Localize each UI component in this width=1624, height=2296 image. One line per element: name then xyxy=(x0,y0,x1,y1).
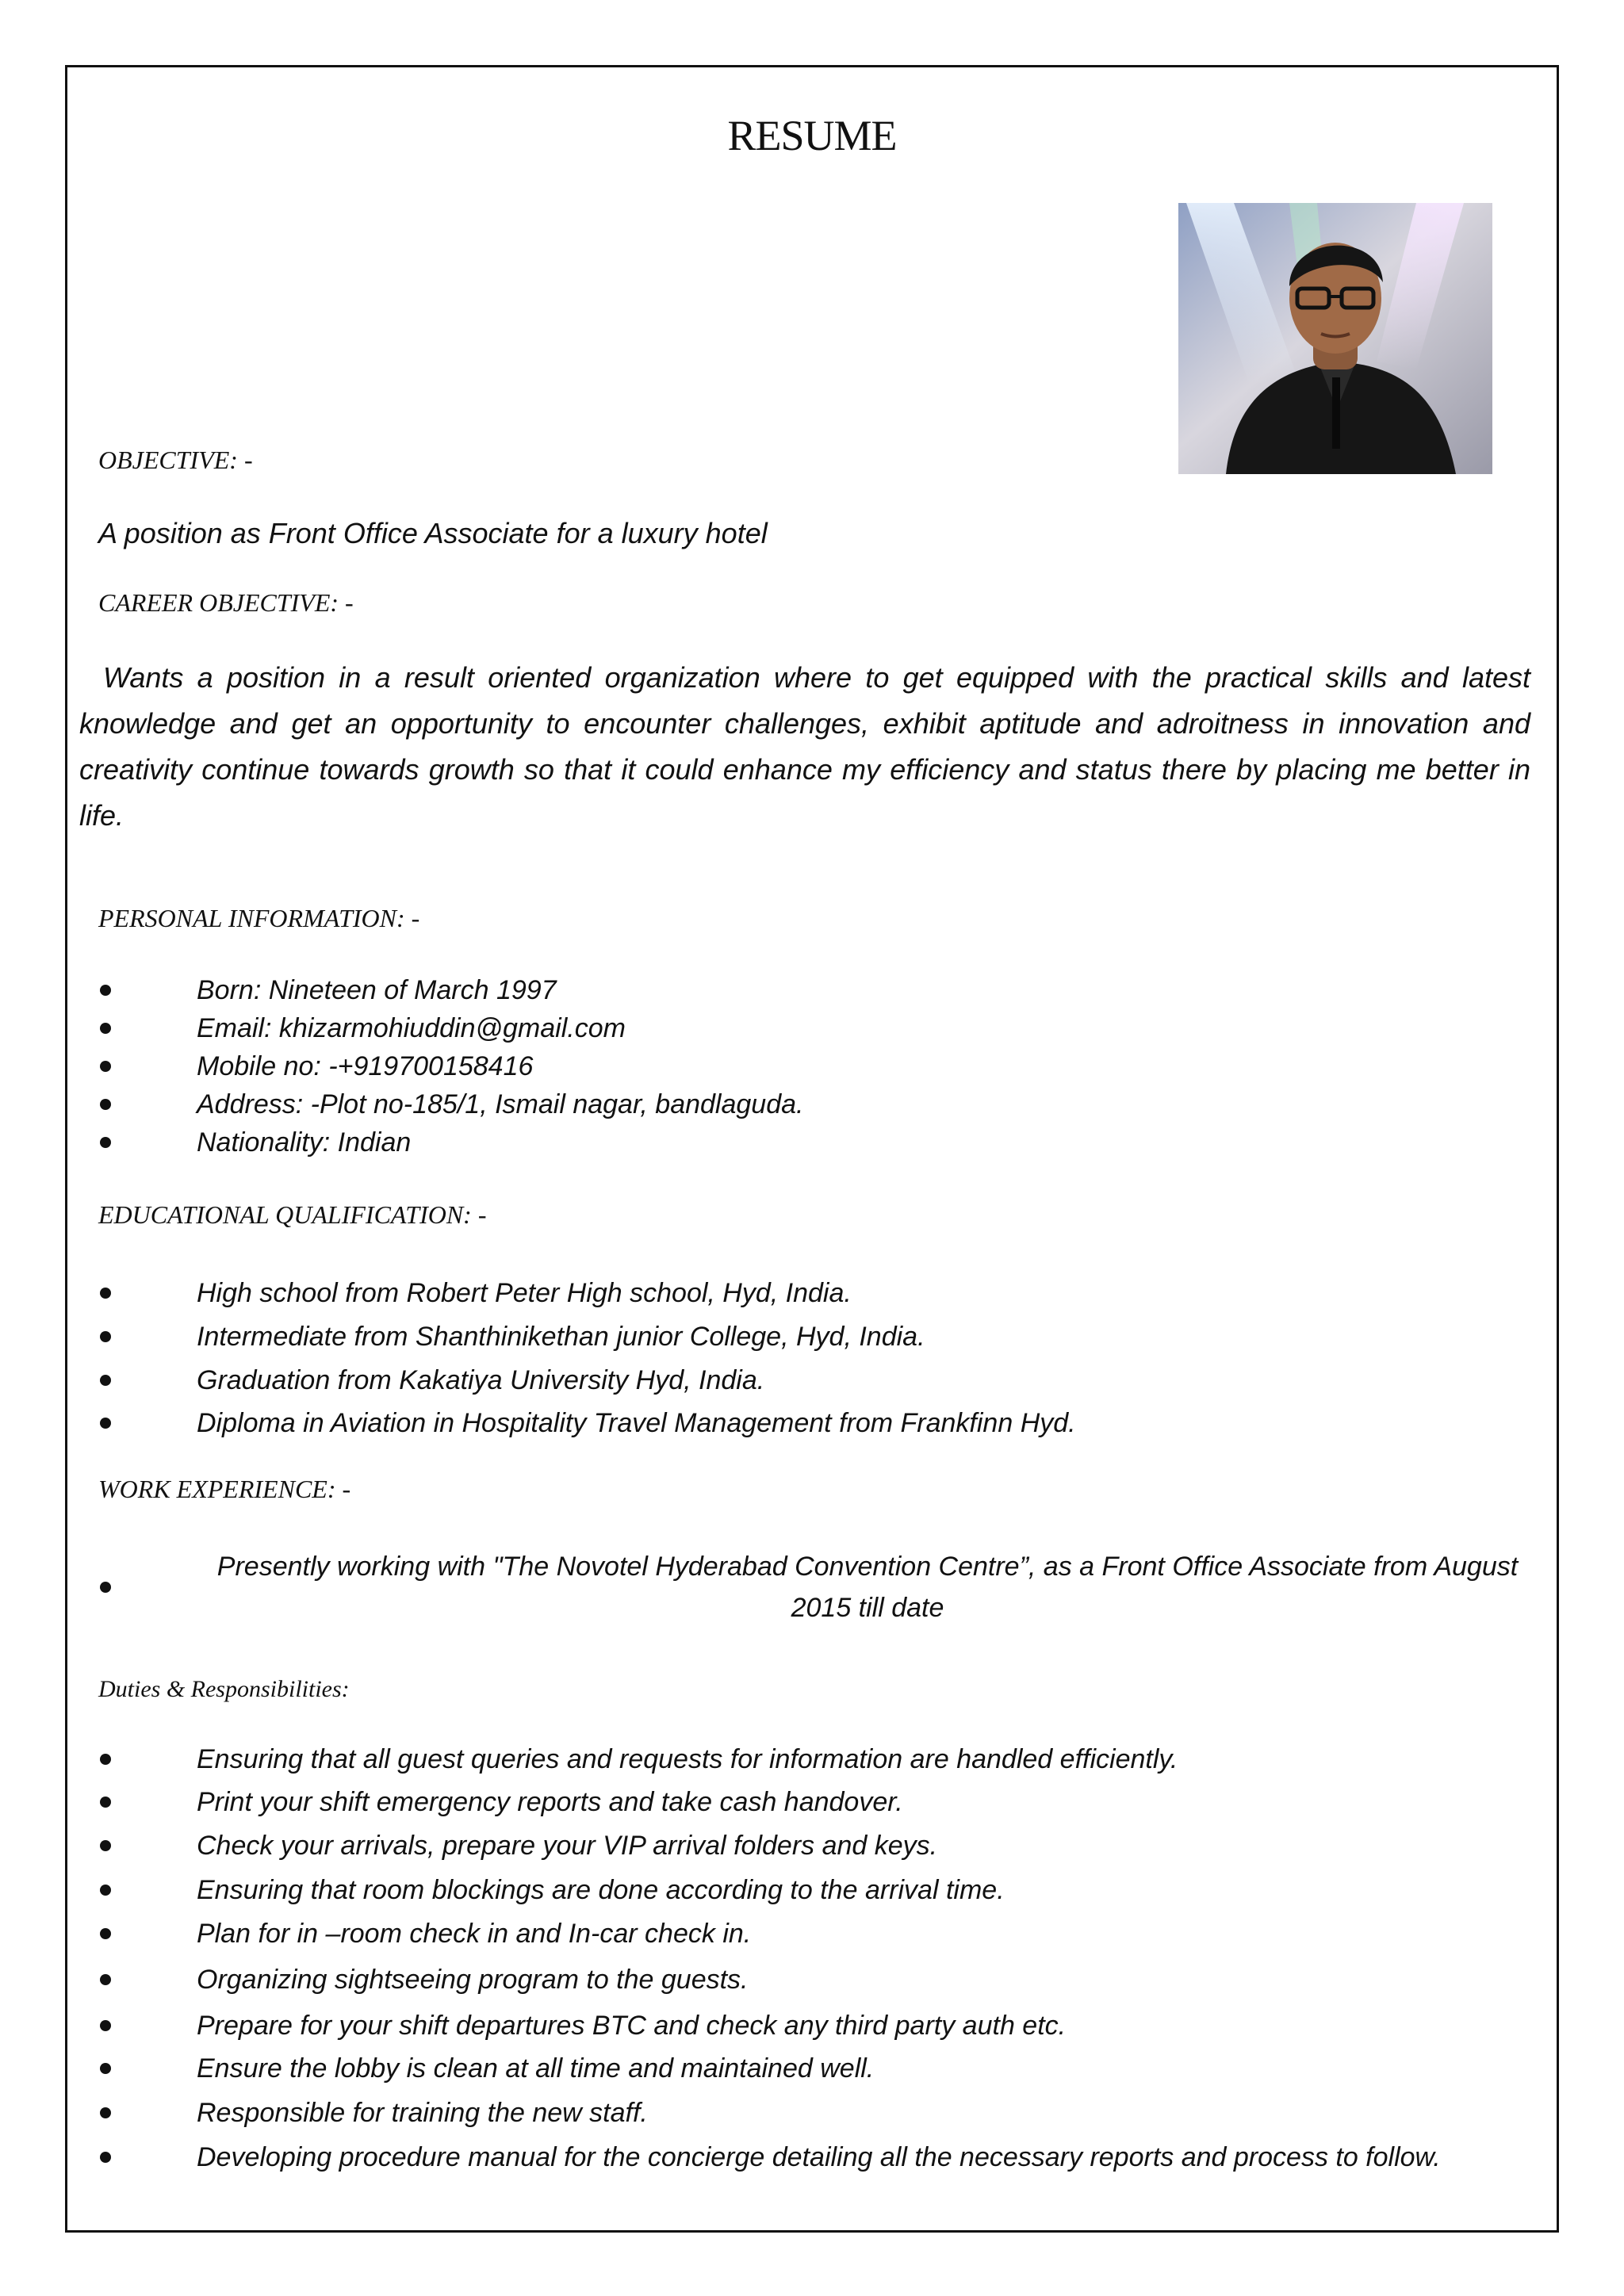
bullet-icon xyxy=(100,1137,111,1148)
career-objective-heading: CAREER OBJECTIVE: - xyxy=(98,588,354,617)
list-item: Ensuring that all guest queries and requests for information are handled efficiently. xyxy=(95,1738,1538,1781)
objective-heading: OBJECTIVE: - xyxy=(98,446,253,474)
bullet-icon xyxy=(100,1582,111,1593)
list-item: Graduation from Kakatiya University Hyd, India. xyxy=(95,1359,1538,1402)
education-heading: EDUCATIONAL QUALIFICATION: - xyxy=(98,1200,487,1229)
list-item: Plan for in –room check in and In-car check in. xyxy=(95,1912,1538,1955)
bullet-icon xyxy=(100,2063,111,2074)
list-item: Born: Nineteen of March 1997 xyxy=(95,971,1538,1009)
list-item: Organizing sightseeing program to the guests. xyxy=(95,1955,1538,2004)
bullet-icon xyxy=(100,1331,111,1342)
bullet-icon xyxy=(100,1418,111,1429)
bullet-icon xyxy=(100,1061,111,1072)
bullet-icon xyxy=(100,2107,111,2118)
list-item: Intermediate from Shanthinikethan junior College, Hyd, India. xyxy=(95,1314,1538,1359)
objective-text: A position as Front Office Associate for a luxury hotel xyxy=(98,517,768,549)
duties-heading: Duties & Responsibilities: xyxy=(98,1676,350,1702)
bullet-icon xyxy=(100,1928,111,1939)
bullet-icon xyxy=(100,1974,111,1985)
list-item: Address: -Plot no-185/1, Ismail nagar, bandlaguda. xyxy=(95,1085,1538,1123)
duties-list xyxy=(95,1738,1538,2179)
bullet-icon xyxy=(100,1375,111,1386)
resume-title: RESUME xyxy=(727,112,897,159)
bullet-icon xyxy=(100,2152,111,2163)
list-item: Nationality: Indian xyxy=(95,1123,1538,1161)
list-item: Print your shift emergency reports and take cash handover. xyxy=(95,1781,1538,1823)
bullet-icon xyxy=(100,1023,111,1034)
list-item: Diploma in Aviation in Hospitality Travel Management from Frankfinn Hyd. xyxy=(95,1402,1538,1445)
bullet-icon xyxy=(100,1885,111,1896)
list-item: Presently working with "The Novotel Hyderabad Convention Centre”, as a Front Office Associate from August 2015 till date xyxy=(95,1546,1538,1628)
personal-info-heading: PERSONAL INFORMATION: - xyxy=(98,904,420,932)
profile-photo xyxy=(1178,203,1492,474)
list-item: Responsible for training the new staff. xyxy=(95,2090,1538,2136)
work-experience-heading: WORK EXPERIENCE: - xyxy=(98,1475,351,1503)
list-item: Email: khizarmohiuddin@gmail.com xyxy=(95,1009,1538,1047)
list-item: Ensure the lobby is clean at all time and maintained well. xyxy=(95,2047,1538,2090)
bullet-icon xyxy=(100,1797,111,1808)
bullet-icon xyxy=(100,1754,111,1765)
list-item: Check your arrivals, prepare your VIP arrival folders and keys. xyxy=(95,1823,1538,1868)
list-item: Prepare for your shift departures BTC and check any third party auth etc. xyxy=(95,2004,1538,2047)
education-list xyxy=(95,1272,1538,1445)
bullet-icon xyxy=(100,2020,111,2031)
list-item: Mobile no: -+919700158416 xyxy=(95,1047,1538,1085)
bullet-icon xyxy=(100,985,111,996)
list-item: Developing procedure manual for the concierge detailing all the necessary reports and process to follow. xyxy=(95,2136,1538,2179)
work-experience-list xyxy=(95,1546,1538,1628)
bullet-icon xyxy=(100,1840,111,1851)
list-item: High school from Robert Peter High school, Hyd, India. xyxy=(95,1272,1538,1314)
bullet-icon xyxy=(100,1288,111,1299)
bullet-icon xyxy=(100,1099,111,1110)
career-objective-text: Wants a position in a result oriented organization where to get equipped with the practical skills and latest knowledge and get an opportunity to encounter challenges, exhibit aptitude and adroitness in innovation and creativity continue towards growth so that it could enhance my efficiency and status there by placing me better in life. xyxy=(79,661,1530,832)
personal-info-list xyxy=(95,971,1538,1161)
list-item: Ensuring that room blockings are done according to the arrival time. xyxy=(95,1868,1538,1912)
